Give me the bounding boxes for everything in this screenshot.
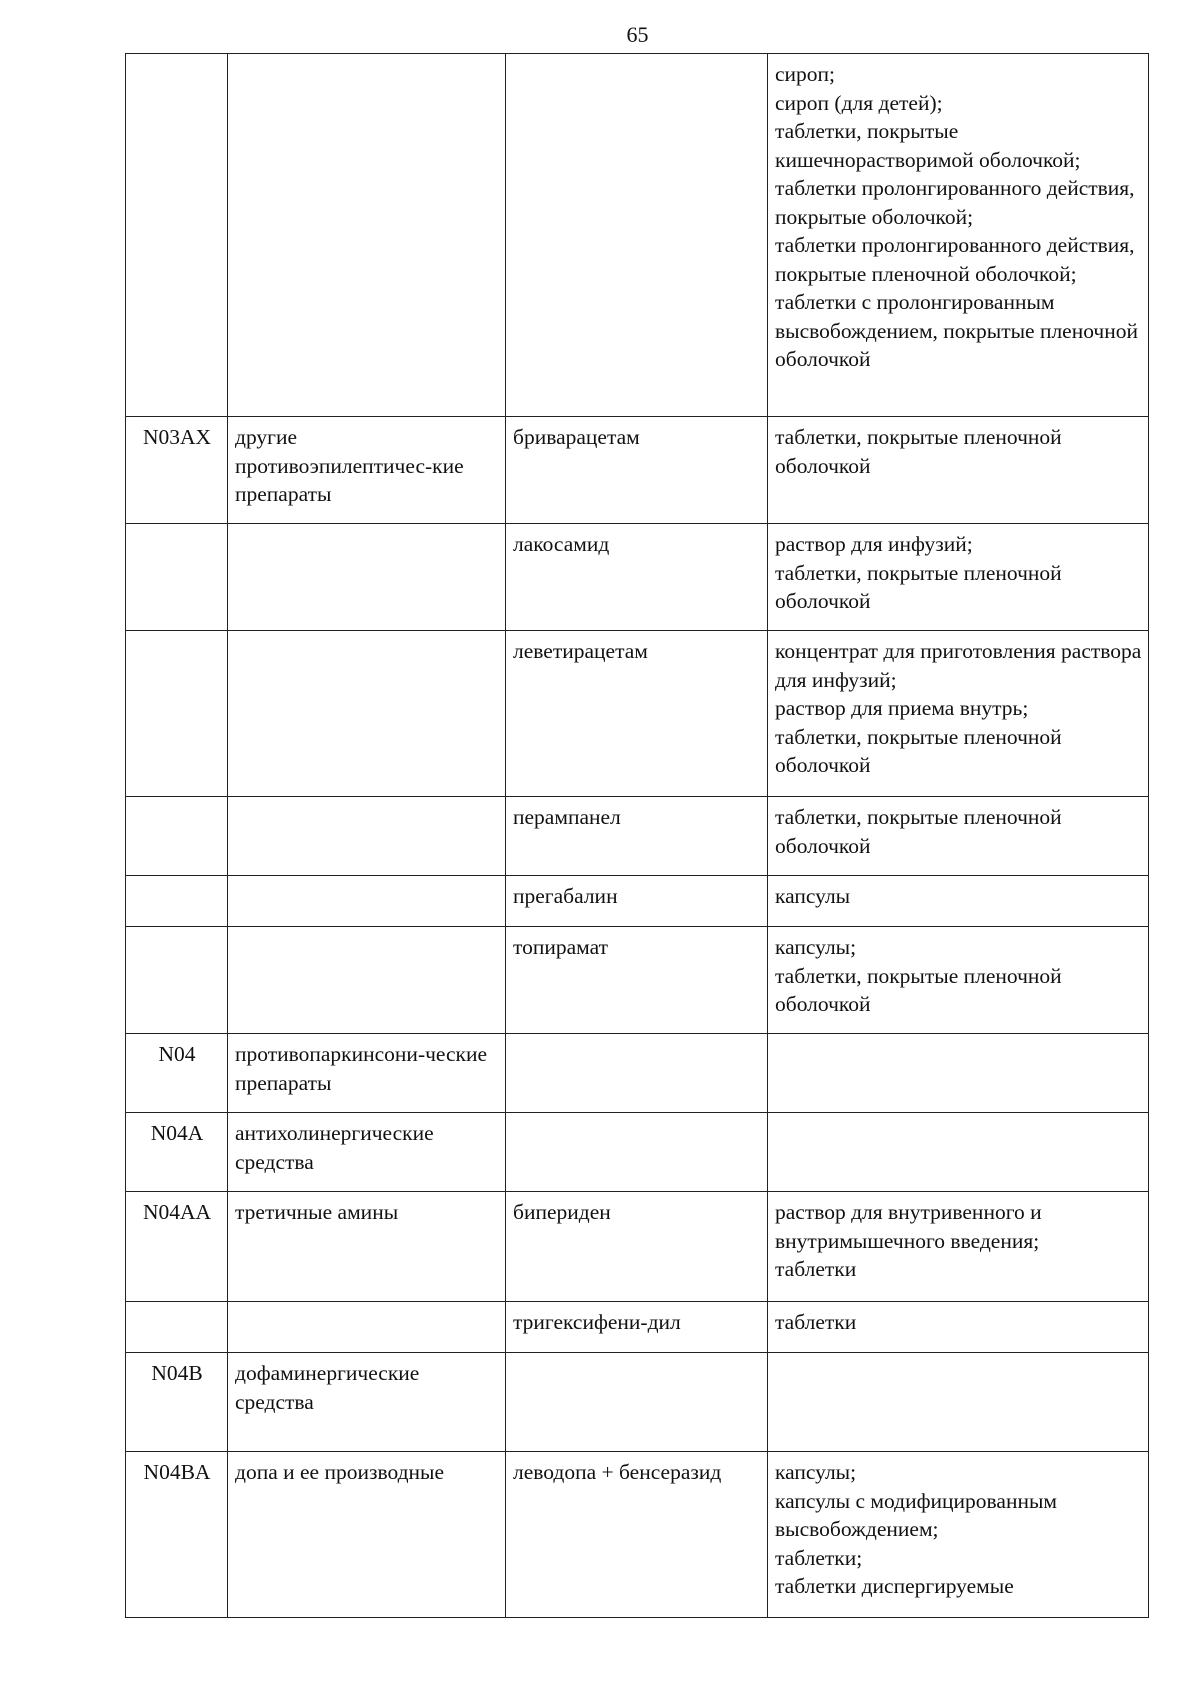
forms-cell: [768, 1113, 1149, 1192]
table-row: [126, 1302, 1149, 1353]
group-cell: [228, 876, 506, 927]
atc-code-cell: N04AA: [126, 1192, 228, 1302]
dosage-form: таблетки пролонгированного действия, покрытые пленочной оболочкой;: [775, 233, 1135, 286]
drug-cell: тригексифени-дил: [506, 1302, 768, 1353]
dosage-form: таблетки: [775, 1257, 857, 1281]
drug-cell: бриварацетам: [506, 417, 768, 524]
page-number: 65: [626, 22, 649, 47]
atc-code-cell: [126, 524, 228, 631]
dosage-form: капсулы;: [775, 1460, 857, 1484]
dosage-form: таблетки диспергируемые: [775, 1574, 1014, 1598]
group-cell: другие противоэпилептичес-кие препараты: [228, 417, 506, 524]
drug-cell: топирамат: [506, 927, 768, 1034]
atc-code-cell: [126, 631, 228, 797]
drug-cell: [506, 1353, 768, 1452]
dosage-form: таблетки, покрытые пленочной оболочкой: [775, 724, 1062, 777]
dosage-form: концентрат для приготовления раствора для инфузий;: [775, 639, 1142, 692]
forms-cell: [768, 1034, 1149, 1113]
forms-cell: [768, 417, 1149, 524]
atc-code-cell: N04A: [126, 1113, 228, 1192]
group-cell: антихолинергические средства: [228, 1113, 506, 1192]
drug-cell: леводопа + бенсеразид: [506, 1452, 768, 1618]
table-row: [126, 524, 1149, 631]
group-cell: противопаркинсони-ческие препараты: [228, 1034, 506, 1113]
atc-code-cell: [126, 797, 228, 876]
atc-code-cell: N03AX: [126, 417, 228, 524]
atc-code-cell: N04: [126, 1034, 228, 1113]
dosage-form: капсулы;: [775, 935, 857, 959]
dosage-form: таблетки;: [775, 1545, 863, 1570]
table-row: [126, 1192, 1149, 1302]
group-cell: [228, 927, 506, 1034]
group-cell: [228, 797, 506, 876]
forms-cell: [768, 631, 1149, 797]
forms-cell: [768, 54, 1149, 417]
group-cell: [228, 1302, 506, 1353]
dosage-form: капсулы с модифицированным высвобождением;: [775, 1488, 1058, 1541]
drug-cell: прегабалин: [506, 876, 768, 927]
table-row: [126, 1034, 1149, 1113]
atc-code-cell: [126, 1302, 228, 1353]
drug-cell: [506, 54, 768, 417]
atc-code-cell: N04B: [126, 1353, 228, 1452]
group-cell: [228, 54, 506, 417]
table-row: [126, 876, 1149, 927]
dosage-form: таблетки, покрытые пленочной оболочкой: [775, 425, 1062, 478]
group-cell: [228, 524, 506, 631]
atc-code-cell: [126, 927, 228, 1034]
group-cell: третичные амины: [228, 1192, 506, 1302]
dosage-form: сироп;: [775, 62, 836, 86]
drug-cell: бипериден: [506, 1192, 768, 1302]
forms-cell: [768, 797, 1149, 876]
dosage-form: раствор для приема внутрь;: [775, 696, 1029, 720]
dosage-form: сироп (для детей);: [775, 90, 943, 115]
dosage-form: таблетки пролонгированного действия, покрытые оболочкой;: [775, 176, 1135, 229]
drug-cell: [506, 1113, 768, 1192]
dosage-form: капсулы: [775, 884, 851, 908]
table-row: [126, 927, 1149, 1034]
dosage-form: таблетки с пролонгированным высвобождением, покрытые пленочной оболочкой: [775, 290, 1139, 371]
dosage-form: таблетки, покрытые кишечнорастворимой оболочкой;: [775, 119, 1081, 172]
drug-cell: [506, 1034, 768, 1113]
table-row: [126, 54, 1149, 417]
forms-cell: [768, 927, 1149, 1034]
table-row: [126, 1113, 1149, 1192]
table-row: [126, 1353, 1149, 1452]
atc-code-cell: [126, 876, 228, 927]
dosage-form: таблетки, покрытые пленочной оболочкой: [775, 805, 1062, 858]
drug-table: [125, 53, 1149, 1618]
atc-code-cell: [126, 54, 228, 417]
table-row: [126, 631, 1149, 797]
dosage-form: таблетки, покрытые пленочной оболочкой: [775, 560, 1062, 613]
drug-cell: леветирацетам: [506, 631, 768, 797]
group-cell: дофаминергические средства: [228, 1353, 506, 1452]
forms-cell: [768, 1192, 1149, 1302]
group-cell: допа и ее производные: [228, 1452, 506, 1618]
dosage-form: таблетки, покрытые пленочной оболочкой: [775, 963, 1062, 1016]
drug-cell: лакосамид: [506, 524, 768, 631]
forms-cell: [768, 1302, 1149, 1353]
forms-cell: [768, 1452, 1149, 1618]
table-row: [126, 797, 1149, 876]
table-row: [126, 417, 1149, 524]
forms-cell: [768, 1353, 1149, 1452]
drug-cell: перампанел: [506, 797, 768, 876]
dosage-form: таблетки: [775, 1310, 857, 1334]
table-row: [126, 1452, 1149, 1618]
forms-cell: [768, 524, 1149, 631]
dosage-form: раствор для инфузий;: [775, 532, 973, 556]
atc-code-cell: N04BA: [126, 1452, 228, 1618]
forms-cell: [768, 876, 1149, 927]
group-cell: [228, 631, 506, 797]
dosage-form: раствор для внутривенного и внутримышечного введения;: [775, 1200, 1042, 1253]
